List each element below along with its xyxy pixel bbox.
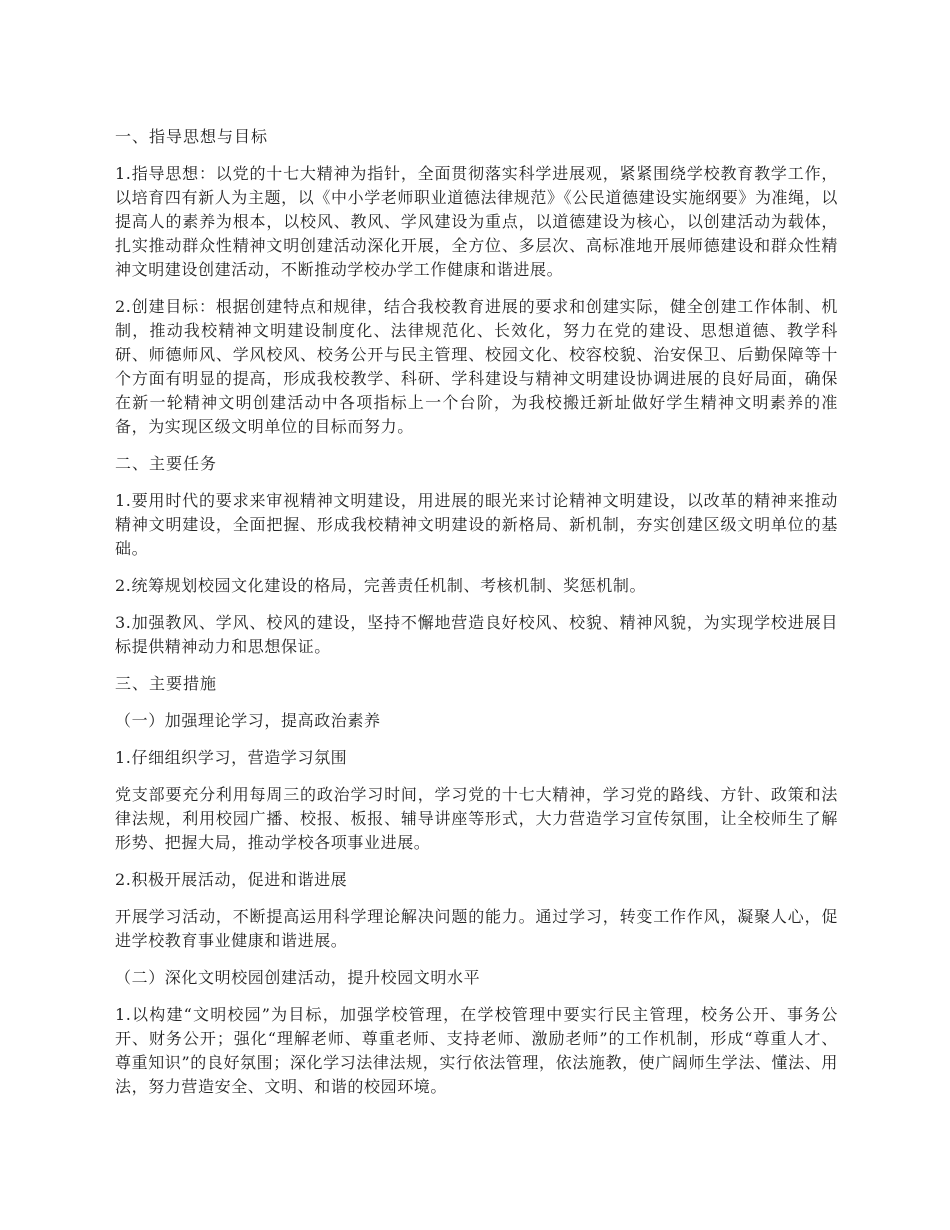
section-heading-3: 三、主要措施: [115, 674, 218, 693]
item-title-activities: 2.积极开展活动，促进和谐进展: [115, 870, 348, 889]
paragraph-organize-study: 党支部要充分利用每周三的政治学习时间，学习党的十七大精神，学习党的路线、方针、政策和法律法规，利用校园广播、校报、板报、辅导讲座等形式，大力营造学习宣传氛围，让全校师生了解形势、把握大局，推动学校各项事业进展。: [115, 785, 838, 852]
paragraph-guiding-ideology: 1.指导思想：以党的十七大精神为指针，全面贯彻落实科学进展观，紧紧围绕学校教育教学工作，以培育四有新人为主题，以《中小学老师职业道德法律规范》《公民道德建设实施纲要》为准绳，以提高人的素养为根本，以校风、教风、学风建设为重点，以道德建设为核心，以创建活动为载体，扎实推动群众性精神文明创建活动深化开展，全方位、多层次、高标准地开展师德建设和群众性精神文明建设创建活动，不断推动学校办学工作健康和谐进展。: [115, 164, 838, 279]
paragraph-task-1: 1.要用时代的要求来审视精神文明建设，用进展的眼光来讨论精神文明建设，以改革的精神来推动精神文明建设，全面把握、形成我校精神文明建设的新格局、新机制，夯实创建区级文明单位的基础。: [115, 491, 838, 558]
paragraph-task-2: 2.统筹规划校园文化建设的格局，完善责任机制、考核机制、奖惩机制。: [115, 576, 647, 595]
paragraph-task-3: 3.加强教风、学风、校风的建设，坚持不懈地营造良好校风、校貌、精神风貌，为实现学校进展目标提供精神动力和思想保证。: [115, 613, 838, 656]
paragraph-civilized-campus: 1.以构建“文明校园”为目标，加强学校管理，在学校管理中要实行民主管理，校务公开、事务公开、财务公开；强化“理解老师、尊重老师、支持老师、激励老师”的工作机制，形成“尊重人才、尊重知识”的良好氛围；深化学习法律法规，实行依法管理，依法施教，使广阔师生学法、懂法、用法，努力营造安全、文明、和谐的校园环境。: [115, 1005, 838, 1096]
section-heading-1: 一、指导思想与目标: [115, 127, 269, 146]
subsection-heading-2: （二）深化文明校园创建活动，提升校园文明水平: [115, 968, 481, 987]
paragraph-creation-goal: 2.创建目标：根据创建特点和规律，结合我校教育进展的要求和创建实际，健全创建工作体制、机制，推动我校精神文明建设制度化、法律规范化、长效化，努力在党的建设、思想道德、教学科研、师德师风、学风校风、校务公开与民主管理、校园文化、校容校貌、治安保卫、后勤保障等十个方面有明显的提高，形成我校教学、科研、学科建设与精神文明建设协调进展的良好局面，确保在新一轮精神文明创建活动中各项指标上一个台阶，为我校搬迁新址做好学生精神文明素养的准备，为实现区级文明单位的目标而努力。: [115, 297, 838, 436]
document-page: [115, 125, 838, 1112]
item-title-organize-study: 1.仔细组织学习，营造学习氛围: [115, 748, 348, 767]
section-heading-2: 二、主要任务: [115, 454, 218, 473]
paragraph-activities: 开展学习活动，不断提高运用科学理论解决问题的能力。通过学习，转变工作作风，凝聚人心，促进学校教育事业健康和谐进展。: [115, 907, 838, 950]
subsection-heading-1: （一）加强理论学习，提高政治素养: [115, 711, 381, 730]
